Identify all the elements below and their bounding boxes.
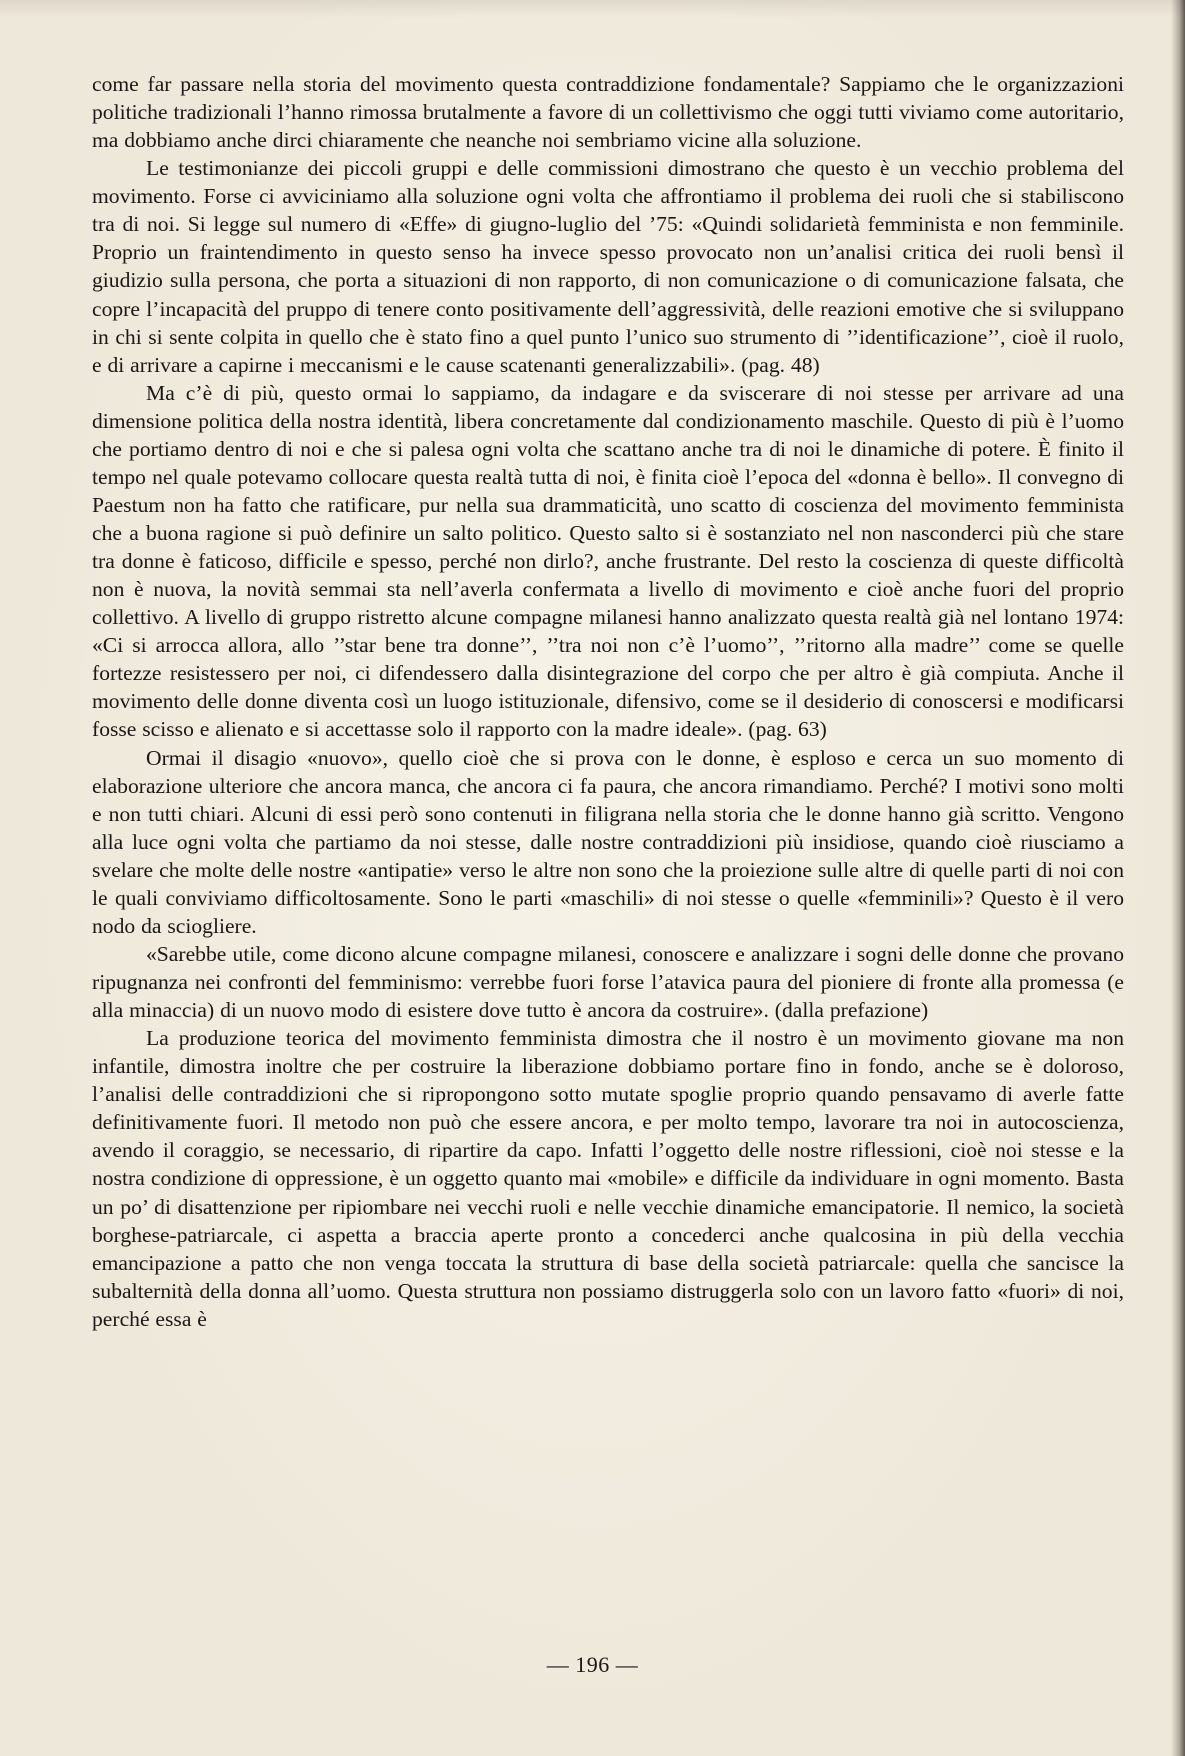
paragraph-5: «Sarebbe utile, come dicono alcune compagne milanesi, conoscere e analizzare i sogni delle donne che provano ripugnanza nei confronti del femminismo: verrebbe fuori forse l’atavica paura del pioniere di fronte alla promessa (e alla minaccia) di un nuovo modo di esistere dove tutto è ancora da costruire». (dalla prefazione) bbox=[92, 941, 1124, 1023]
paragraph-6: La produzione teorica del movimento femminista dimostra che il nostro è un movimento giovane ma non infantile, dimostra inoltre che per costruire la liberazione dobbiamo portare fino in fondo, anche se è doloroso, l’analisi delle contraddizioni che si ripropongono sotto mutate spoglie proprio quando pensavamo di averle fatte definitivamente fuori. Il metodo non può che essere ancora, e per molto tempo, lavorare tra noi in autocoscienza, avendo il coraggio, se necessario, di ripartire da capo. Infatti l’oggetto delle nostre riflessioni, cioè noi stesse e la nostra condizione di oppressione, è un oggetto quanto mai «mobile» e difficile da individuare in ogni momento. Basta un po’ di disattenzione per ripiombare nei vecchi ruoli e nelle vecchie dinamiche emancipatorie. Il nemico, la società borghese-patriarcale, ci aspetta a braccia aperte pronto a concederci anche qualcosina in più della vecchia emancipazione a patto che non venga toccata la struttura di base della società patriarcale: quella che sancisce la subalternità della donna all’uomo. Questa struttura non possiamo distruggerla solo con un lavoro fatto «fuori» di noi, perché essa è bbox=[92, 1026, 1124, 1331]
paragraph-3: Ma c’è di più, questo ormai lo sappiamo, da indagare e da sviscerare di noi stesse per arrivare ad una dimensione politica della nostra identità, libera concretamente dal condizionamento maschile. Questo di più è l’uomo che portiamo dentro di noi e che si palesa ogni volta che scattano anche tra di noi le dinamiche di potere. È finito il tempo nel quale potevamo collocare questa realtà tutta di noi, è finita cioè l’epoca del «donna è bello». Il convegno di Paestum non ha fatto che ratificare, pur nella sua drammaticità, uno scatto di coscienza del movimento femminista che a buona ragione si può definire un salto politico. Questo salto si è sostanziato nel non nasconderci più che stare tra donne è faticoso, difficile e spesso, perché non dirlo?, anche frustrante. Del resto la coscienza di queste difficoltà non è nuova, la novità semmai sta nell’averla confermata a livello di movimento e cioè anche fuori del proprio collettivo. A livello di gruppo ristretto alcune compagne milanesi hanno analizzato questa realtà già nel lontano 1974: «Ci si arrocca allora, allo ’’star bene tra donne’’, ’’tra noi non c’è l’uomo’’, ’’ritorno alla madre’’ come se quelle fortezze resistessero per noi, ci difendessero dalla disintegrazione del corpo che per altro è già compiuta. Anche il movimento delle donne diventa così un luogo istituzionale, difensivo, come se il desiderio di conoscersi e modificarsi fosse scisso e alienato e si accettasse solo il rapporto con la madre ideale». (pag. 63) bbox=[92, 380, 1124, 742]
page-top-shadow bbox=[0, 0, 1185, 18]
paragraph-2: Le testimonianze dei piccoli gruppi e delle commissioni dimostrano che questo è un vecchio problema del movimento. Forse ci avviciniamo alla soluzione ogni volta che affrontiamo il problema dei ruoli che si stabiliscono tra di noi. Si legge sul numero di «Effe» di giugno-luglio del ’75: «Quindi solidarietà femminista e non femminile. Proprio un fraintendimento in questo senso ha invece spesso provocato non un’analisi critica dei ruoli bensì il giudizio sulla persona, che porta a situazioni di non rapporto, di non comunicazione o di comunicazione falsata, che copre l’incapacità del pruppo di tenere conto positivamente dell’aggressività, delle reazioni emotive che si sviluppano in chi si sente colpita in quello che è stato fino a quel punto l’unico suo strumento di ’’identificazione’’, cioè il ruolo, e di arrivare a capirne i meccanismi e le cause scatenanti generalizzabili». (pag. 48) bbox=[92, 156, 1124, 377]
paragraph-1: come far passare nella storia del movimento questa contraddizione fondamentale? Sappiamo che le organizzazioni politiche tradizionali l’hanno rimossa brutalmente a favore di un collettivismo che oggi tutti viviamo come autoritario, ma dobbiamo anche dirci chiaramente che neanche noi sembriamo vicine alla soluzione. bbox=[92, 72, 1124, 153]
page-number: — 196 — bbox=[546, 1652, 639, 1677]
body-text bbox=[92, 70, 1124, 1333]
page-edge-shadow bbox=[1171, 0, 1185, 1756]
paragraph-4: Ormai il disagio «nuovo», quello cioè che si prova con le donne, è esploso e cerca un suo momento di elaborazione ulteriore che ancora manca, che ancora ci fa paura, che ancora rimandiamo. Perché? I motivi sono molti e non tutti chiari. Alcuni di essi però sono contenuti in filigrana nella storia che le donne hanno già scritto. Vengono alla luce ogni volta che partiamo da noi stesse, dalle nostre contraddizioni più insidiose, quando cioè riusciamo a svelare che molte delle nostre «antipatie» verso le altre non sono che la proiezione sulle altre di quelle parti di noi con le quali conviviamo difficoltosamente. Sono le parti «maschili» di noi stesse o quelle «femminili»? Questo è il vero nodo da sciogliere. bbox=[92, 745, 1124, 938]
